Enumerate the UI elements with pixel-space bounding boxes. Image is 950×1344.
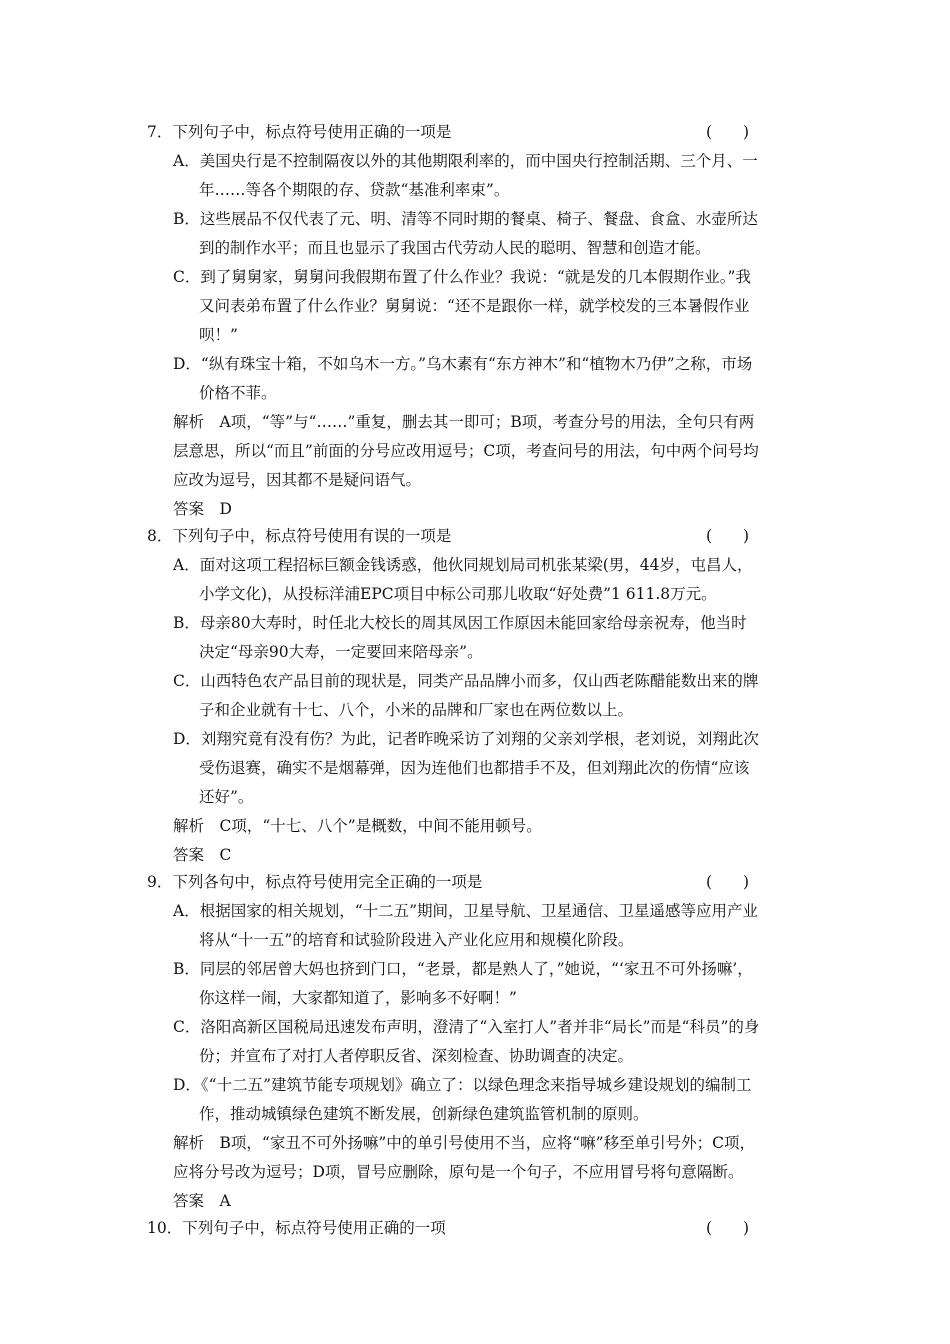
question-8-option-d-line-1: D．刘翔究竟有没有伤？为此，记者昨晚采访了刘翔的父亲刘学根，老刘说，刘翔此次 <box>173 730 759 748</box>
question-7-option-c-line-1: C．到了舅舅家，舅舅问我假期布置了什么作业？我说：“就是发的几本假期作业。”我 <box>173 268 751 286</box>
question-9-analysis-line-1: 解析 B项，“家丑不可外扬嘛”中的单引号使用不当，应将“嘛”移至单引号外；C项， <box>173 1134 755 1152</box>
question-9-option-b-line-2: 你这样一闹，大家都知道了，影响多不好啊！” <box>199 989 517 1007</box>
question-7-option-d-line-1: D．“纵有珠宝十箱，不如乌木一方。”乌木素有“东方神木”和“植物木乃伊”之称，市场 <box>173 355 753 373</box>
question-7-option-c-line-3: 呗！” <box>199 326 238 344</box>
question-8-option-d-line-3: 还好”。 <box>199 788 254 806</box>
question-8-option-a-line-2: 小学文化)，从投标洋浦EPC项目中标公司那儿收取“好处费”1 611.8万元。 <box>199 585 717 603</box>
question-8-analysis-line-1: 解析 C项，“十七、八个”是概数，中间不能用顿号。 <box>173 817 542 835</box>
question-7-option-b-line-1: B．这些展品不仅代表了元、明、清等不同时期的餐桌、椅子、餐盘、食盒、水壶所达 <box>173 210 758 228</box>
question-7-answer: 答案 D <box>173 500 232 518</box>
question-7-analysis-line-2: 层意思，所以“而且”前面的分号应改用逗号；C项，考查问号的用法，句中两个问号均 <box>173 442 759 460</box>
question-9-option-a-line-1: A．根据国家的相关规划，“十二五”期间，卫星导航、卫星通信、卫星遥感等应用产业 <box>173 902 759 920</box>
question-10-answer-blank: ( ) <box>706 1219 750 1237</box>
question-10-stem: 10．下列句子中，标点符号使用正确的一项 <box>147 1219 446 1237</box>
question-7-option-b-line-2: 到的制作水平；而且也显示了我国古代劳动人民的聪明、智慧和创造才能。 <box>199 239 711 257</box>
question-9-answer-blank: ( ) <box>706 873 750 891</box>
question-7-analysis-line-1: 解析 A项，“等”与“……”重复，删去其一即可；B项，考查分号的用法，全句只有两 <box>173 413 755 431</box>
question-8-stem: 8．下列句子中，标点符号使用有误的一项是 <box>147 527 452 545</box>
question-9-option-c-line-1: C．洛阳高新区国税局迅速发布声明，澄清了“入室打人”者并非“局长”而是“科员”的身 <box>173 1018 760 1036</box>
question-8-option-a-line-1: A．面对这项工程招标巨额金钱诱惑，他伙同规划局司机张某梁(男，44岁，屯昌人， <box>173 556 753 574</box>
question-7-option-d-line-2: 价格不菲。 <box>199 384 277 402</box>
question-7-option-c-line-2: 又问表弟布置了什么作业？舅舅说：“还不是跟你一样，就学校发的三本暑假作业 <box>199 297 750 315</box>
question-8-option-b-line-2: 决定“母亲90大寿，一定要回来陪母亲”。 <box>199 643 483 661</box>
question-8-option-c-line-1: C．山西特色农产品目前的现状是，同类产品品牌小而多，仅山西老陈醋能数出来的牌 <box>173 672 759 690</box>
question-8-answer: 答案 C <box>173 846 232 864</box>
question-9-analysis-line-2: 应将分号改为逗号；D项，冒号应删除，原句是一个句子，不应用冒号将句意隔断。 <box>173 1163 744 1181</box>
question-9-option-c-line-2: 份；并宣布了对打人者停职反省、深刻检查、协助调查的决定。 <box>199 1047 634 1065</box>
question-9-option-d-line-2: 作，推动城镇绿色建筑不断发展，创新绿色建筑监管机制的原则。 <box>199 1105 649 1123</box>
question-7-option-a-line-2: 年……等各个期限的存、贷款“基准利率束”。 <box>199 181 510 199</box>
question-7-option-a-line-1: A．美国央行是不控制隔夜以外的其他期限利率的，而中国央行控制活期、三个月、一 <box>173 152 758 170</box>
question-8-option-d-line-2: 受伤退赛，确实不是烟幕弹，因为连他们也都措手不及，但刘翔此次的伤情“应该 <box>199 759 750 777</box>
question-9-stem: 9．下列各句中，标点符号使用完全正确的一项是 <box>147 873 483 891</box>
question-9-answer: 答案 A <box>173 1192 231 1210</box>
question-8-answer-blank: ( ) <box>706 527 750 545</box>
question-7-answer-blank: ( ) <box>706 123 750 141</box>
question-9-option-b-line-1: B．同层的邻居曾大妈也挤到门口，“老景，都是熟人了，”她说，“‘家丑不可外扬嘛’， <box>173 960 753 978</box>
question-8-option-b-line-1: B．母亲80大寿时，时任北大校长的周其凤因工作原因未能回家给母亲祝寿，他当时 <box>173 614 747 632</box>
question-7-stem: 7．下列句子中，标点符号使用正确的一项是 <box>147 123 452 141</box>
question-9-option-d-line-1: D．《“十二五”建筑节能专项规划》确立了：以绿色理念来指导城乡建设规划的编制工 <box>173 1076 752 1094</box>
question-7-analysis-line-3: 应改为逗号，因其都不是疑问语气。 <box>173 471 422 489</box>
question-9-option-a-line-2: 将从“十一五”的培育和试验阶段进入产业化应用和规模化阶段。 <box>199 931 634 949</box>
question-8-option-c-line-2: 子和企业就有十七、八个，小米的品牌和厂家也在两位数以上。 <box>199 701 634 719</box>
